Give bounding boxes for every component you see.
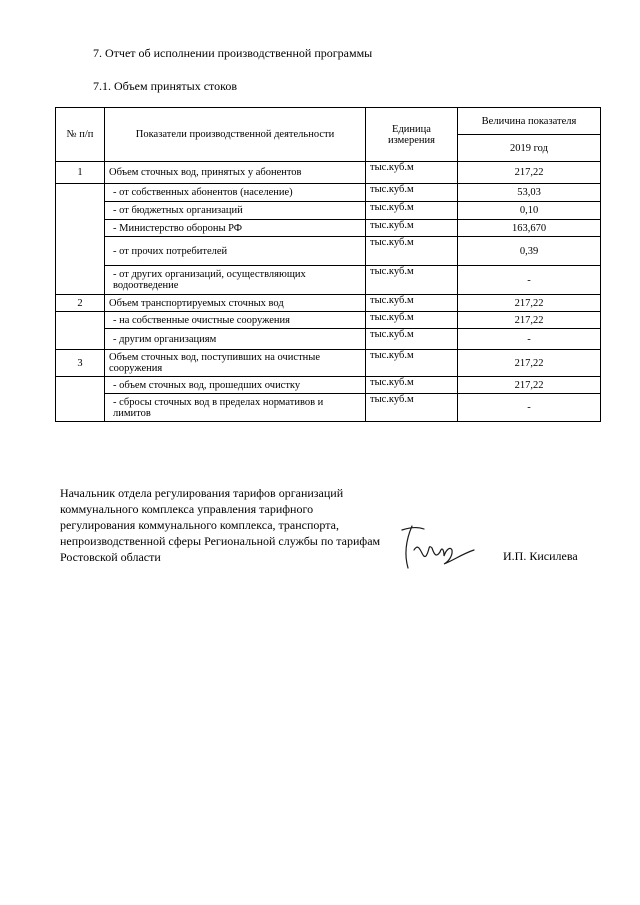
row-name: Объем транспортируемых сточных вод [105,295,366,312]
table-row [56,202,601,220]
subsection-title: 7.1. Объем принятых стоков [93,79,237,93]
section-title: 7. Отчет об исполнении производственной программы [93,46,373,60]
row-unit: тыс.куб.м [366,394,458,422]
row-unit: тыс.куб.м [366,266,458,295]
row-num [56,312,105,350]
row-name: - на собственные очистные сооружения [105,312,366,329]
row-name: - от собственных абонентов (население) [105,184,366,202]
row-name: - от других организаций, осуществляющих водоотведение [105,266,366,295]
row-num [56,184,105,295]
header-num: № п/п [56,108,105,162]
header-indicator: Показатели производственной деятельности [105,108,366,162]
row-value: 217,22 [458,295,601,312]
table-row [56,162,601,184]
header-value-group: Величина показателя [458,108,601,135]
row-value: 0,39 [458,237,601,266]
row-value: 163,670 [458,220,601,237]
row-value: 217,22 [458,350,601,377]
row-name: - объем сточных вод, прошедших очистку [105,377,366,394]
row-value: - [458,394,601,422]
table-row [56,237,601,266]
row-unit: тыс.куб.м [366,329,458,350]
row-value: - [458,266,601,295]
row-value: 0,10 [458,202,601,220]
handwritten-signature [398,520,478,580]
table-row [56,312,601,329]
table-row [56,295,601,312]
header-year: 2019 год [458,135,601,162]
row-unit: тыс.куб.м [366,220,458,237]
header-unit: Единица измерения [366,108,458,162]
row-name: Объем сточных вод, принятых у абонентов [105,162,366,184]
row-num [56,377,105,422]
table-row [56,377,601,394]
table-row [56,220,601,237]
row-unit: тыс.куб.м [366,295,458,312]
report-table [55,107,601,422]
row-value: 53,03 [458,184,601,202]
row-name: - от прочих потребителей [105,237,366,266]
row-unit: тыс.куб.м [366,202,458,220]
row-num: 2 [56,295,105,312]
signer-name: И.П. Кисилева [503,549,578,563]
table-row [56,184,601,202]
row-unit: тыс.куб.м [366,162,458,184]
row-unit: тыс.куб.м [366,237,458,266]
row-value: 217,22 [458,312,601,329]
table-row [56,394,601,422]
row-num: 3 [56,350,105,377]
table-row [56,266,601,295]
row-value: 217,22 [458,377,601,394]
row-value: 217,22 [458,162,601,184]
row-name: - сбросы сточных вод в пределах нормативов и лимитов [105,394,366,422]
signer-position: Начальник отдела регулирования тарифов организаций коммунального комплекса управления тарифного регулирования коммунального комплекса, транспорта, непроизводственной сферы Региональной службы по тарифам Ростовской области [60,486,381,564]
row-unit: тыс.куб.м [366,184,458,202]
row-unit: тыс.куб.м [366,350,458,377]
table-row [56,329,601,350]
row-name: Объем сточных вод, поступивших на очистные сооружения [105,350,366,377]
row-unit: тыс.куб.м [366,377,458,394]
row-name: - от бюджетных организаций [105,202,366,220]
row-value: - [458,329,601,350]
row-num: 1 [56,162,105,184]
row-unit: тыс.куб.м [366,312,458,329]
row-name: - Министерство обороны РФ [105,220,366,237]
table-row [56,350,601,377]
row-name: - другим организациям [105,329,366,350]
